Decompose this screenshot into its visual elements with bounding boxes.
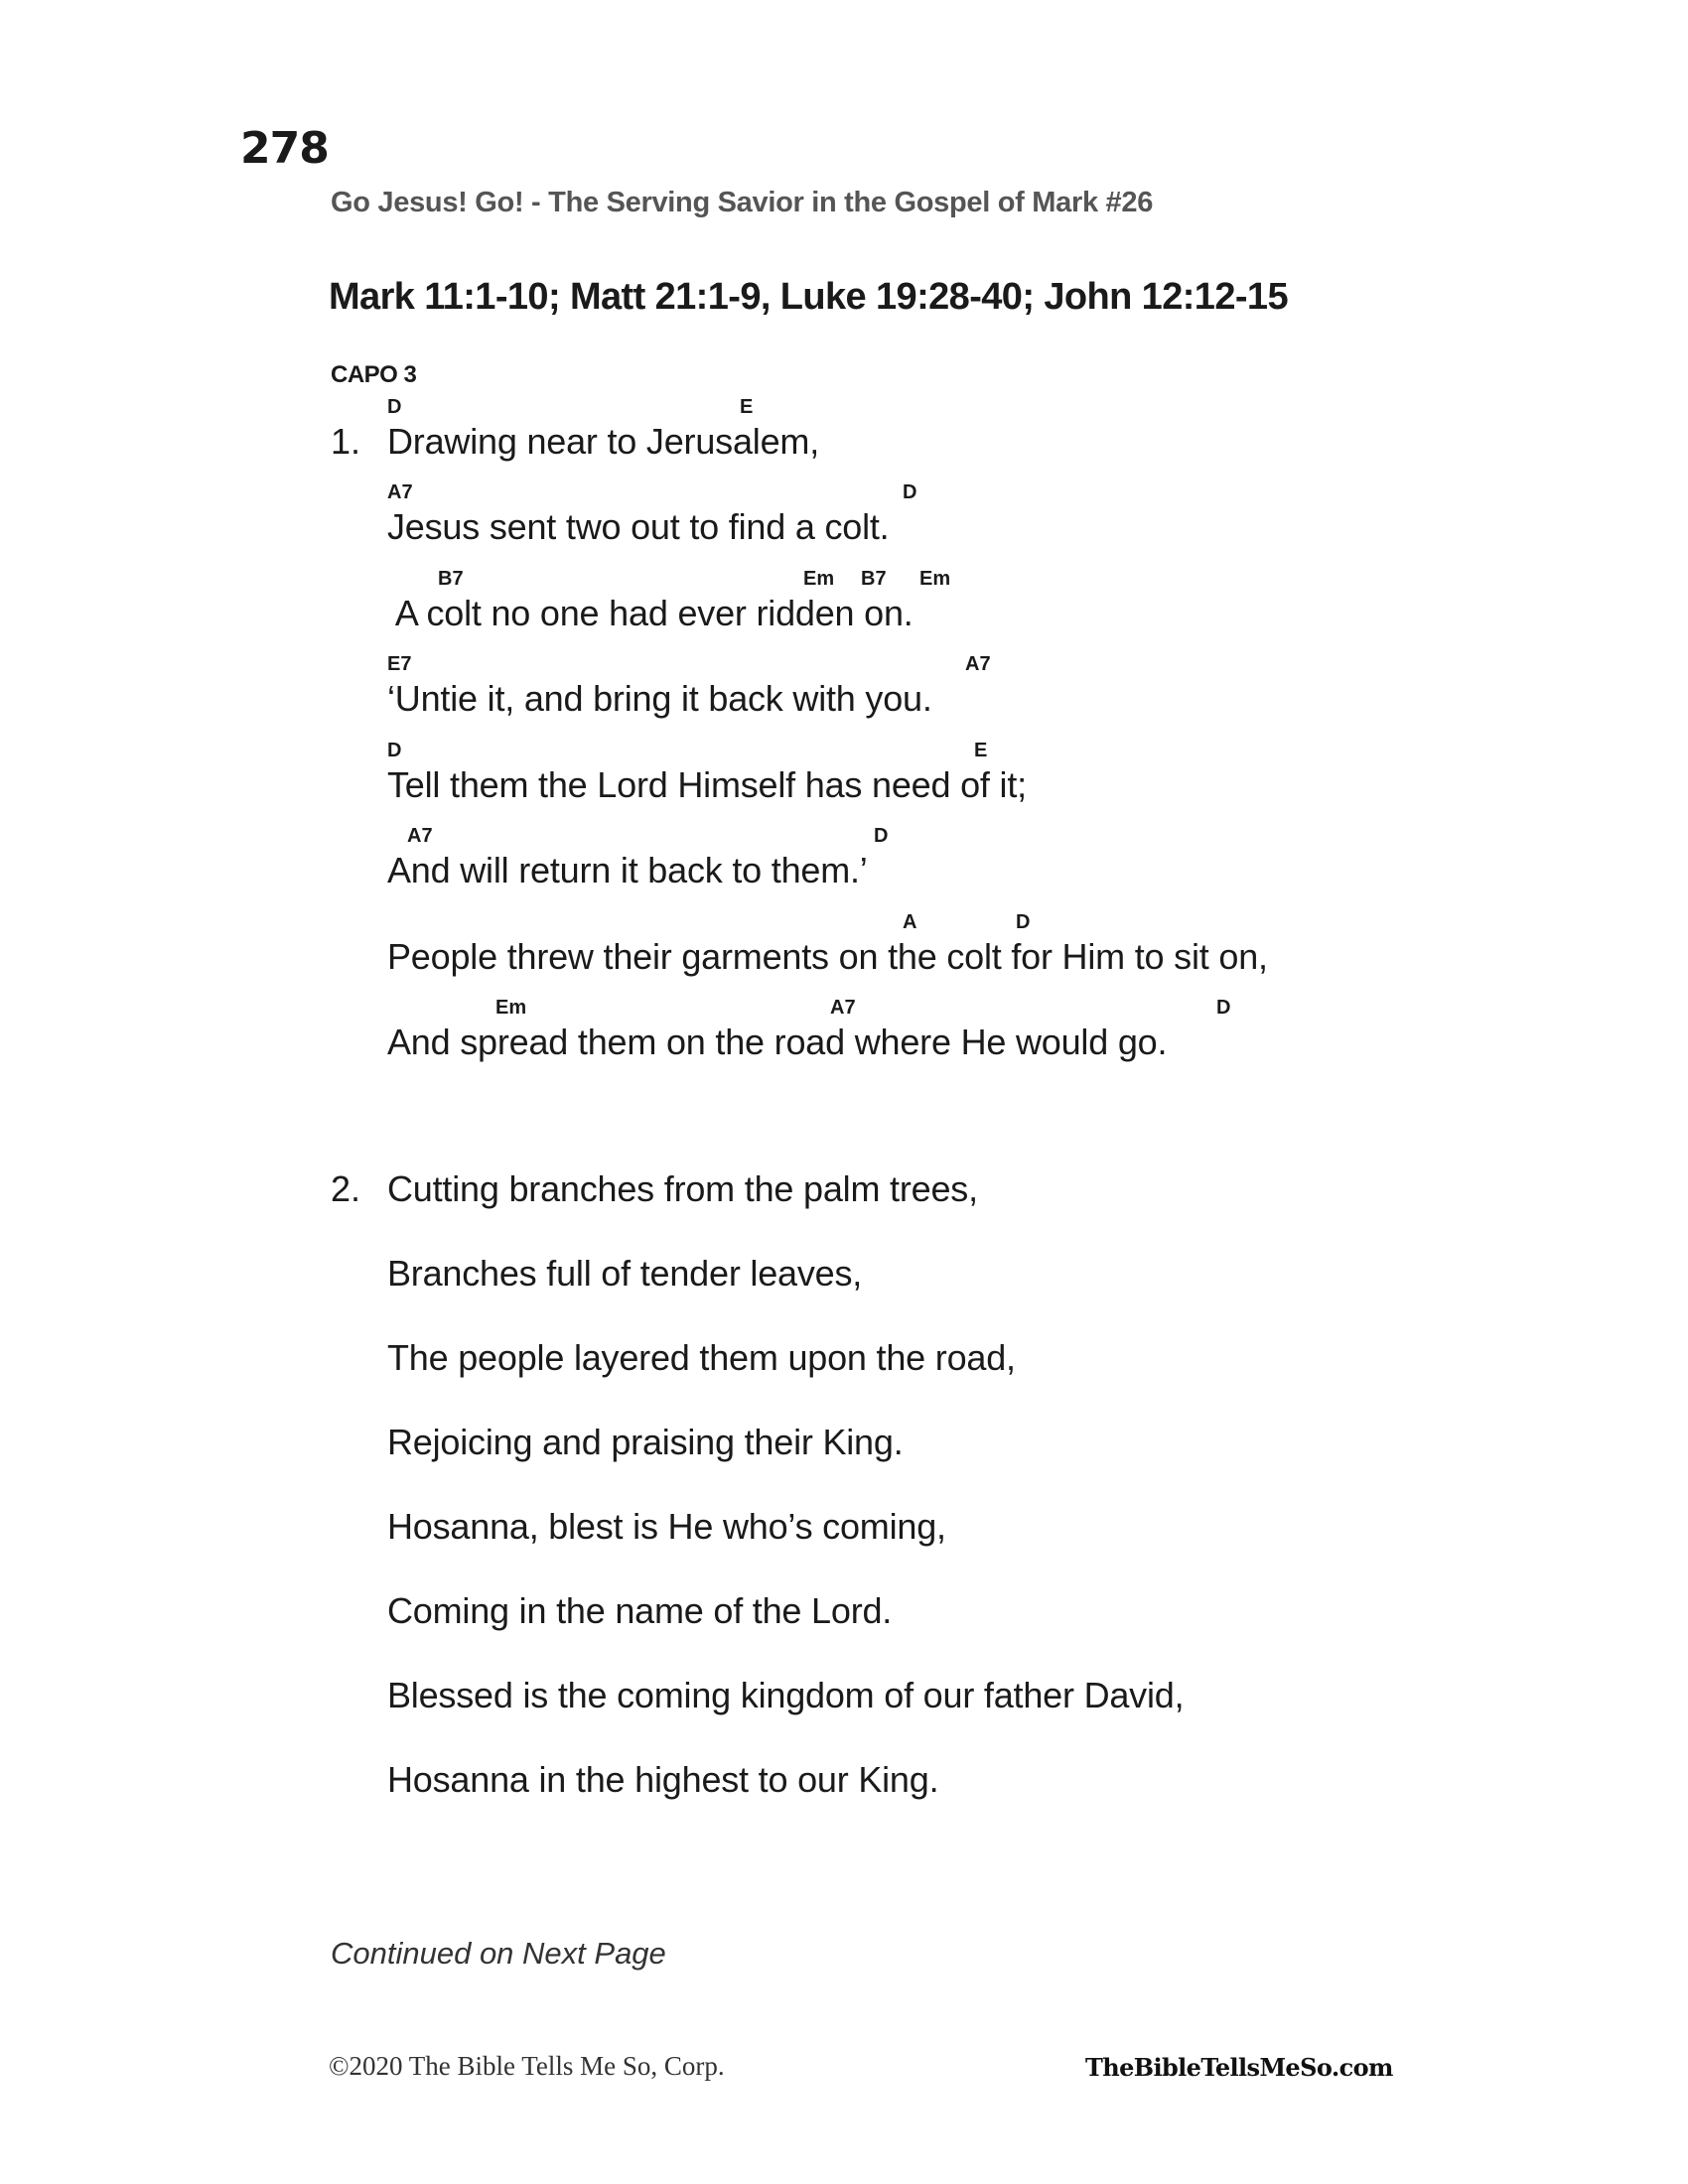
lyric-line: Cutting branches from the palm trees, <box>387 1168 978 1209</box>
copyright-notice: ©2020 The Bible Tells Me So, Corp. <box>329 2051 725 2081</box>
lyric-line: Rejoicing and praising their King. <box>387 1422 904 1462</box>
lyric-line: Jesus sent two out to find a colt. <box>387 506 890 547</box>
chord: A7 <box>830 997 856 1019</box>
chord: E <box>974 740 988 761</box>
chord: E <box>740 396 754 418</box>
song-subtitle: Go Jesus! Go! - The Serving Savior in the Gospel of Mark #26 <box>331 187 1154 218</box>
verse-number: 1. <box>331 421 361 462</box>
lyric-line: Tell them the Lord Himself has need of it; <box>387 764 1027 805</box>
lyric-line: Coming in the name of the Lord. <box>387 1590 893 1631</box>
lyric-line: Drawing near to Jerusalem, <box>387 421 819 462</box>
website-link[interactable]: TheBibleTellsMeSo.com <box>1085 2053 1393 2082</box>
chord: B7 <box>861 568 887 590</box>
chord: A <box>903 911 917 933</box>
chord: Em <box>803 568 835 590</box>
lyric-line: A colt no one had ever ridden on. <box>387 593 914 633</box>
lyric-line: And spread them on the road where He would go. <box>387 1022 1168 1062</box>
chord: Em <box>919 568 951 590</box>
chord: Em <box>495 997 527 1019</box>
chord: D <box>1216 997 1231 1019</box>
lyric-line: Hosanna, blest is He who’s coming, <box>387 1506 946 1547</box>
lyric-line: Blessed is the coming kingdom of our father David, <box>387 1675 1185 1715</box>
lyric-line: And will return it back to them.’ <box>387 850 868 890</box>
lyric-line: ‘Untie it, and bring it back with you. <box>387 678 932 719</box>
chord: A7 <box>965 653 991 675</box>
chord: D <box>874 825 889 847</box>
capo-indicator: CAPO 3 <box>331 361 417 388</box>
chord: B7 <box>438 568 464 590</box>
chord: D <box>387 740 402 761</box>
page-number: 278 <box>240 123 329 174</box>
chord: D <box>1016 911 1031 933</box>
scripture-references: Mark 11:1-10; Matt 21:1-9, Luke 19:28-40; John 12:12-15 <box>329 276 1288 318</box>
chord: A7 <box>387 481 413 503</box>
verse-number: 2. <box>331 1168 361 1209</box>
lyric-line: People threw their garments on the colt for Him to sit on, <box>387 936 1268 977</box>
lyric-line: Hosanna in the highest to our King. <box>387 1759 939 1800</box>
continued-note: Continued on Next Page <box>331 1936 666 1971</box>
chord: D <box>903 481 917 503</box>
lyric-line: The people layered them upon the road, <box>387 1337 1016 1378</box>
lyric-line: Branches full of tender leaves, <box>387 1253 863 1294</box>
chord: E7 <box>387 653 412 675</box>
chord: D <box>387 396 402 418</box>
chord: A7 <box>407 825 433 847</box>
